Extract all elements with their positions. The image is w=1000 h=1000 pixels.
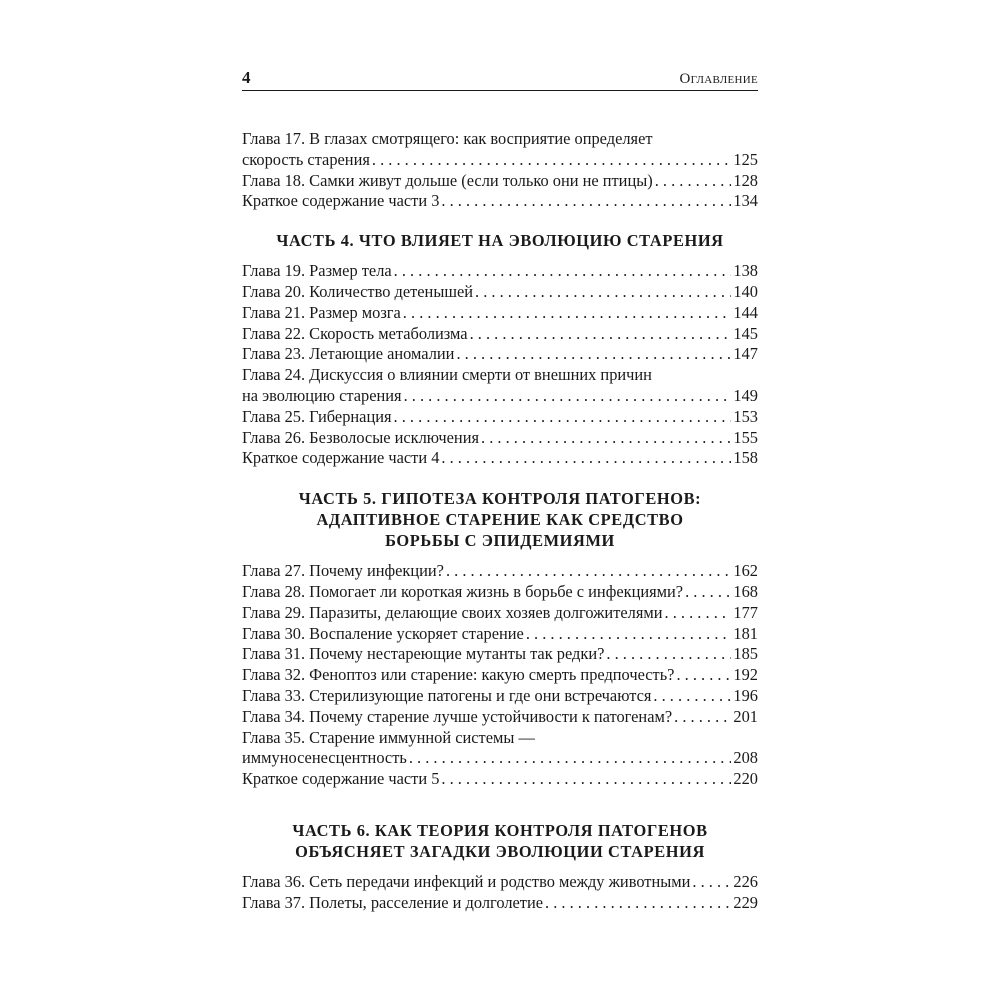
entry-page: 147 <box>733 344 758 364</box>
entry-page: 153 <box>733 406 758 426</box>
part-heading-line: ОБЪЯСНЯЕТ ЗАГАДКИ ЭВОЛЮЦИИ СТАРЕНИЯ <box>295 841 705 861</box>
entry-title: Глава 35. Старение иммунной системы — <box>242 727 535 747</box>
entry-title: Глава 20. Количество детенышей <box>242 281 474 301</box>
entry-title: Глава 23. Летающие аномалии <box>242 344 455 364</box>
entry-title-cont: иммуносенесцентность <box>242 748 407 768</box>
leader-dots <box>446 561 731 582</box>
leader-dots <box>692 872 731 893</box>
part-heading-line: ЧАСТЬ 6. КАК ТЕОРИЯ КОНТРОЛЯ ПАТОГЕНОВ <box>292 820 708 840</box>
toc-entry[interactable] <box>242 603 758 624</box>
entry-page: 138 <box>733 261 758 281</box>
part-heading-line: ЧАСТЬ 5. ГИПОТЕЗА КОНТРОЛЯ ПАТОГЕНОВ: <box>298 489 702 509</box>
running-header <box>242 68 758 91</box>
leader-dots <box>409 748 732 769</box>
entry-title: Краткое содержание части 5 <box>242 769 440 789</box>
toc-entry[interactable] <box>242 686 758 707</box>
part-heading <box>242 820 758 862</box>
entry-page: 162 <box>733 561 758 581</box>
entry-title: Глава 30. Воспаление ускоряет старение <box>242 623 524 643</box>
leader-dots <box>606 644 731 665</box>
entry-page: 134 <box>733 191 758 211</box>
toc-entry[interactable] <box>242 324 758 345</box>
entry-page: 155 <box>733 427 758 447</box>
entry-title: Глава 29. Паразиты, делающие своих хозяев долгожителями <box>242 602 663 622</box>
entry-page: 196 <box>733 685 758 705</box>
toc-entry[interactable] <box>242 769 758 790</box>
entry-title-cont: скорость старения <box>242 149 370 169</box>
entry-title: Глава 26. Безволосые исключения <box>242 427 479 447</box>
leader-dots <box>676 665 731 686</box>
entry-title: Глава 34. Почему старение лучше устойчивости к патогенам? <box>242 706 673 726</box>
leader-dots <box>441 448 731 469</box>
leader-dots <box>481 428 731 449</box>
page-number: 4 <box>242 68 251 87</box>
toc-entry[interactable] <box>242 282 758 303</box>
entry-page: 140 <box>733 281 758 301</box>
entry-title: Глава 33. Стерилизующие патогены и где они встречаются <box>242 685 652 705</box>
entry-title: Глава 17. В глазах смотрящего: как восприятие определяет <box>242 129 653 148</box>
entry-title: Глава 32. Феноптоз или старение: какую смерть предпочесть? <box>242 665 675 685</box>
entry-page: 177 <box>733 602 758 622</box>
leader-dots <box>394 261 732 282</box>
entry-title: Глава 36. Сеть передачи инфекций и родство между животными <box>242 871 691 891</box>
entry-title: Глава 18. Самки живут дольше (если только они не птицы) <box>242 170 653 190</box>
entry-page: 181 <box>733 623 758 643</box>
toc-entry[interactable] <box>242 561 758 582</box>
toc-entry[interactable] <box>242 872 758 893</box>
entry-title: Глава 24. Дискуссия о влиянии смерти от внешних причин <box>242 365 652 385</box>
toc-entry[interactable] <box>242 344 758 365</box>
part-heading-line: БОРЬБЫ С ЭПИДЕМИЯМИ <box>385 531 615 551</box>
entry-page: 128 <box>733 170 758 190</box>
entry-title: Глава 21. Размер мозга <box>242 302 401 322</box>
toc-entry[interactable] <box>242 707 758 728</box>
running-title: Оглавление <box>679 71 758 87</box>
leader-dots <box>404 386 732 407</box>
leader-dots <box>441 191 731 212</box>
entry-page: 168 <box>733 581 758 601</box>
part-heading: ЧАСТЬ 4. ЧТО ВЛИЯЕТ НА ЭВОЛЮЦИЮ СТАРЕНИЯ <box>276 231 724 251</box>
book-page <box>242 0 758 1000</box>
toc-entry[interactable] <box>242 303 758 324</box>
entry-page: 201 <box>733 706 758 726</box>
entry-page: 192 <box>733 665 758 685</box>
leader-dots <box>674 707 731 728</box>
entry-page: 185 <box>733 644 758 664</box>
leader-dots <box>456 344 731 365</box>
entry-page: 125 <box>733 149 758 169</box>
toc-entry[interactable] <box>242 171 758 192</box>
entry-page: 145 <box>733 323 758 343</box>
entry-page: 158 <box>733 448 758 468</box>
toc-entry[interactable] <box>242 582 758 603</box>
entry-page: 208 <box>733 748 758 768</box>
entry-page: 220 <box>733 769 758 789</box>
toc-entry[interactable] <box>242 129 758 171</box>
entry-title: Краткое содержание части 3 <box>242 191 440 211</box>
leader-dots <box>475 282 731 303</box>
table-of-contents <box>242 129 758 914</box>
entry-title: Глава 37. Полеты, расселение и долголетие <box>242 892 544 912</box>
entry-title: Краткое содержание части 4 <box>242 448 440 468</box>
toc-entry[interactable] <box>242 428 758 449</box>
leader-dots <box>441 769 731 790</box>
leader-dots <box>655 171 732 192</box>
entry-title: Глава 25. Гибернация <box>242 406 392 426</box>
leader-dots <box>685 582 731 603</box>
entry-title: Глава 27. Почему инфекции? <box>242 561 444 581</box>
toc-entry[interactable] <box>242 624 758 645</box>
leader-dots <box>470 324 732 345</box>
entry-title: Глава 31. Почему нестареющие мутанты так редки? <box>242 644 605 664</box>
leader-dots <box>665 603 732 624</box>
leader-dots <box>526 624 732 645</box>
leader-dots <box>545 893 731 914</box>
entry-title: Глава 19. Размер тела <box>242 261 392 281</box>
entry-page: 149 <box>733 385 758 405</box>
entry-title-cont: на эволюцию старения <box>242 385 402 405</box>
entry-page: 226 <box>733 871 758 891</box>
entry-page: 229 <box>733 892 758 912</box>
part-heading-line: АДАПТИВНОЕ СТАРЕНИЕ КАК СРЕДСТВО <box>316 510 684 530</box>
entry-title: Глава 28. Помогает ли короткая жизнь в борьбе с инфекциями? <box>242 581 684 601</box>
toc-entry[interactable] <box>242 448 758 469</box>
toc-entry[interactable] <box>242 665 758 686</box>
entry-title: Глава 22. Скорость метаболизма <box>242 323 468 343</box>
leader-dots <box>372 150 732 171</box>
leader-dots <box>394 407 732 428</box>
toc-entry[interactable] <box>242 407 758 428</box>
toc-entry[interactable] <box>242 893 758 914</box>
toc-entry[interactable] <box>242 644 758 665</box>
toc-entry[interactable] <box>242 191 758 212</box>
toc-entry[interactable] <box>242 365 758 407</box>
leader-dots <box>403 303 732 324</box>
toc-entry[interactable] <box>242 261 758 282</box>
part-heading <box>242 488 758 551</box>
toc-entry[interactable] <box>242 728 758 770</box>
leader-dots <box>653 686 731 707</box>
entry-page: 144 <box>733 302 758 322</box>
